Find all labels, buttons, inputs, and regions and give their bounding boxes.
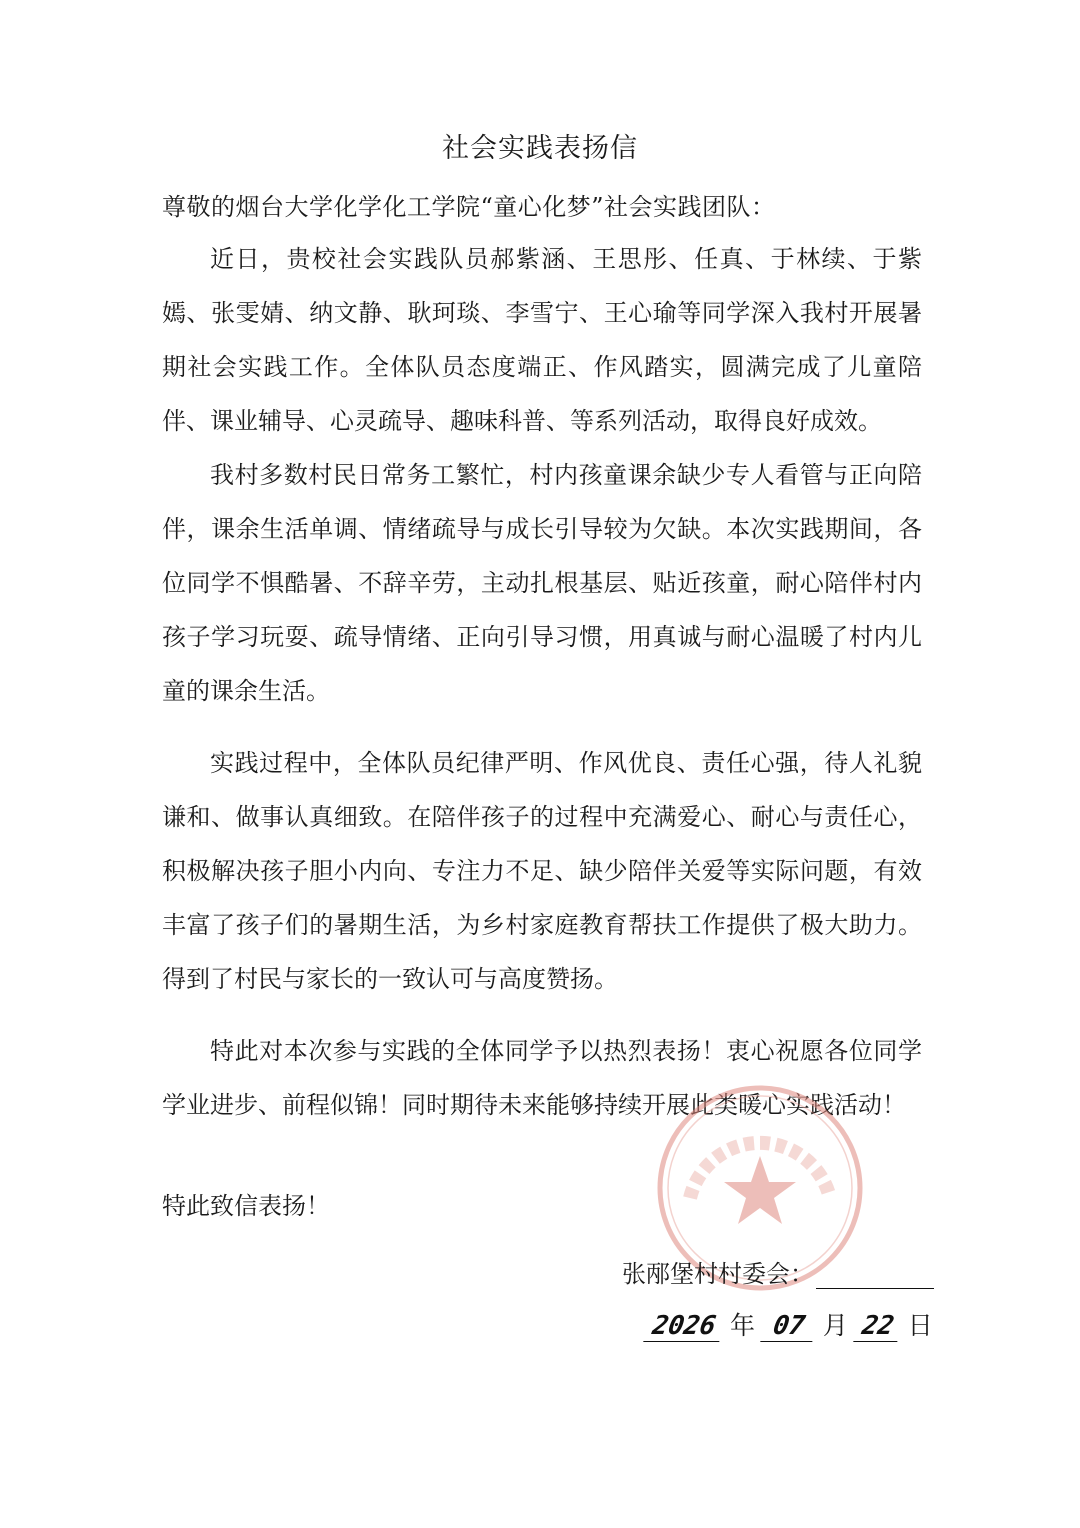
date-row: [646, 1306, 933, 1342]
date-month: 07: [760, 1311, 817, 1342]
letter-title: 社会实践表扬信: [442, 133, 638, 164]
date-day-suffix: 日: [907, 1311, 933, 1340]
paragraph-praise: 特此对本次参与实践的全体同学予以热烈表扬！衷心祝愿各位同学学业进步、前程似锦！同时期待未来能够持续开展此类暖心实践活动！: [162, 1037, 922, 1119]
paragraph-performance: 实践过程中，全体队员纪律严明、作风优良、责任心强，待人礼貌谦和、做事认真细致。在陪伴孩子的过程中充满爱心、耐心与责任心，积极解决孩子胆小内向、专注力不足、缺少陪伴关爱等实际问题，有效丰富了孩子们的暑期生活，为乡村家庭教育帮扶工作提供了极大助力。得到了村民与家长的一致认可与高度赞扬。: [162, 749, 922, 993]
signature-label: 张邴堡村村委会：: [622, 1260, 814, 1288]
date-day: 22: [853, 1311, 902, 1342]
signature-row: [622, 1254, 934, 1289]
date-month-suffix: 月: [822, 1311, 848, 1340]
date-year-suffix: 年: [729, 1311, 755, 1340]
star-icon: [724, 1156, 796, 1224]
paragraph-intro: 近日，贵校社会实践队员郝紫涵、王思彤、任真、于林续、于紫嫣、张雯婧、纳文静、耿珂琰、李雪宁、王心瑜等同学深入我村开展暑期社会实践工作。全体队员态度端正、作风踏实，圆满完成了儿童陪伴、课业辅导、心灵疏导、趣味科普、等系列活动，取得良好成效。: [162, 245, 922, 435]
paragraph-background: 我村多数村民日常务工繁忙，村内孩童课余缺少专人看管与正向陪伴，课余生活单调、情绪疏导与成长引导较为欠缺。本次实践期间，各位同学不惧酷暑、不辞辛劳，主动扎根基层、贴近孩童，耐心陪伴村内孩子学习玩耍、疏导情绪、正向引导习惯，用真诚与耐心温暖了村内儿童的课余生活。: [162, 461, 922, 705]
salutation: 尊敬的烟台大学化学化工学院“童心化梦”社会实践团队：: [162, 193, 776, 221]
closing-line: 特此致信表扬！: [162, 1192, 330, 1220]
date-year: 2026: [643, 1311, 724, 1342]
signature-line: [816, 1262, 934, 1289]
